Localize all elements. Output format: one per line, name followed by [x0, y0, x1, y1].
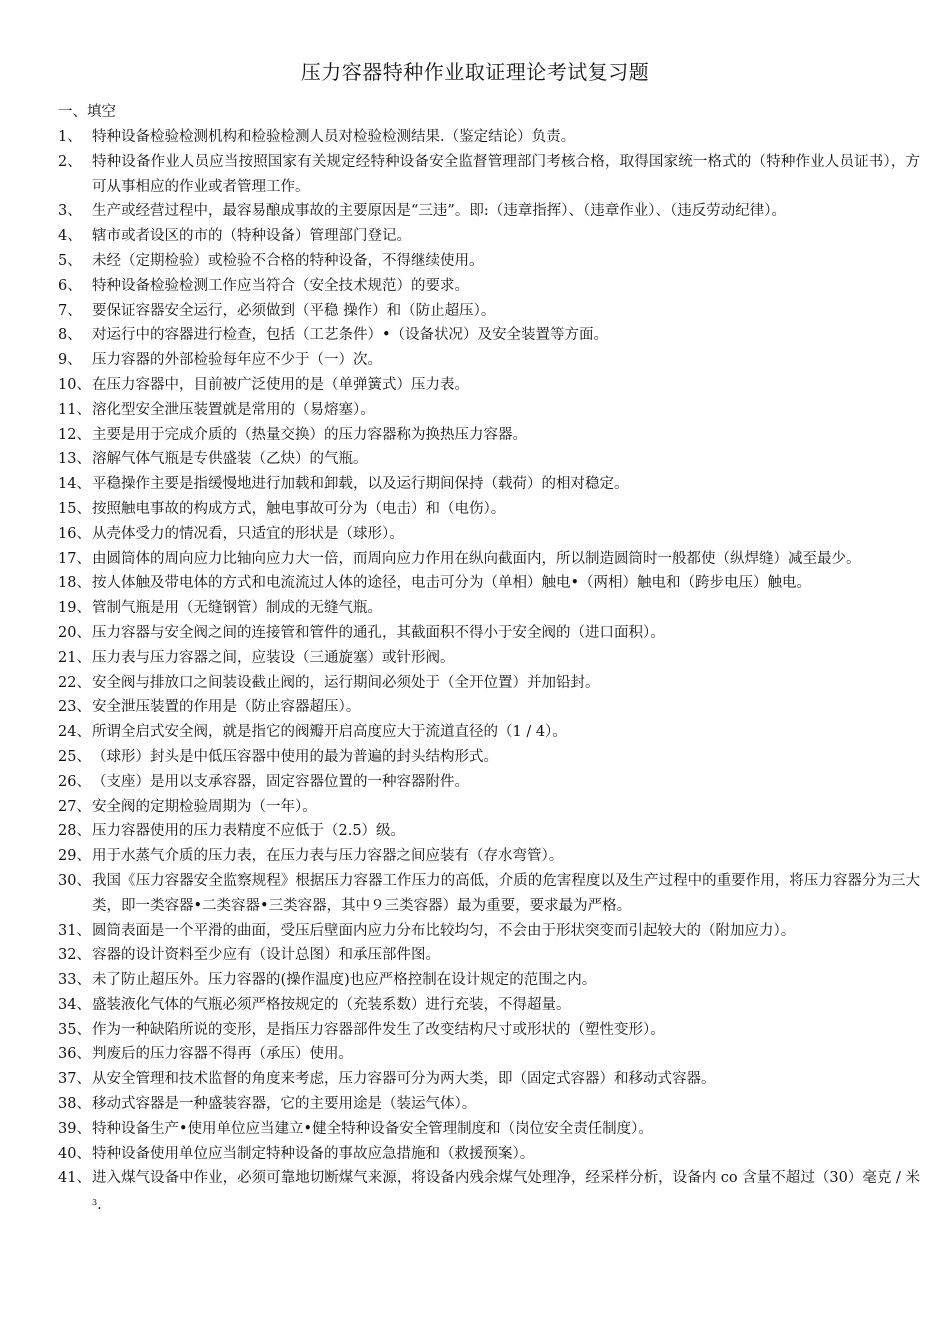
- item-number: 32、: [58, 947, 91, 964]
- unit-superscript: 3: [92, 1198, 98, 1208]
- list-item: [58, 621, 920, 646]
- item-text-main: 特种设备使用单位应当制定特种设备的事故应急措施和（救援预案）。: [92, 1145, 535, 1162]
- list-item: [58, 745, 920, 770]
- item-number: 14、: [58, 476, 91, 493]
- list-item: [58, 323, 920, 348]
- item-text-main: 管制气瓶是用（无缝钢管）制成的无缝气瓶。: [92, 600, 382, 617]
- item-text-main: 生产或经营过程中，最容易酿成事故的主要原因是“三违”。即:（违章指挥）、（违章作业）、（违反劳动纪律）。: [92, 203, 786, 220]
- item-text-main: 从安全管理和技术监督的角度来考虑，压力容器可分为两大类，即（固定式容器）和移动式容器。: [92, 1071, 716, 1088]
- item-number: 7、: [58, 302, 82, 319]
- item-text: [92, 373, 920, 398]
- item-number: 26、: [58, 773, 91, 790]
- list-item: [58, 1092, 920, 1117]
- item-text: [92, 323, 920, 348]
- item-text: [92, 795, 920, 820]
- list-item: [58, 125, 920, 150]
- item-number: 34、: [58, 996, 91, 1013]
- item-text-main: 由圆筒体的周向应力比轴向应力大一倍，而周向应力作用在纵向截面内，所以制造圆筒时一般都使（纵焊缝）减至最少。: [92, 550, 861, 567]
- item-text: [92, 224, 920, 249]
- item-text-main: 压力容器与安全阀之间的连接管和管件的通孔，其截面积不得小于安全阀的（进口面积）。: [92, 624, 665, 641]
- list-item: [58, 795, 920, 820]
- document-title: 压力容器特种作业取证理论考试复习题: [300, 60, 650, 84]
- item-text-tail: .: [97, 1197, 102, 1214]
- item-text: [92, 671, 920, 696]
- item-number: 5、: [58, 252, 82, 269]
- item-number: 29、: [58, 848, 91, 865]
- item-text: [92, 547, 920, 572]
- list-item: [58, 423, 920, 448]
- item-text-main: 主要是用于完成介质的（热量交换）的压力容器称为换热压力容器。: [92, 426, 527, 443]
- item-text: [92, 869, 920, 919]
- list-item: [58, 919, 920, 944]
- item-text: [92, 844, 920, 869]
- item-text-main: 判废后的压力容器不得再（承压）使用。: [92, 1046, 353, 1063]
- item-text-main: 未了防止超压外。压力容器的(操作温度)也应严格控制在设计规定的范围之内。: [92, 972, 597, 989]
- item-number: 28、: [58, 823, 91, 840]
- item-number: 6、: [58, 277, 82, 294]
- item-number: 36、: [58, 1046, 91, 1063]
- item-number: 21、: [58, 649, 91, 666]
- item-text-main: 盛装液化气体的气瓶必须严格按规定的（充装系数）进行充装，不得超量。: [92, 996, 571, 1013]
- item-text-main: 作为一种缺陷所说的变形，是指压力容器部件发生了改变结构尺寸或形状的（塑性变形）。: [92, 1021, 665, 1038]
- item-text: [92, 150, 920, 200]
- item-number: 23、: [58, 699, 91, 716]
- list-item: [58, 522, 920, 547]
- item-text-main: 安全阀与排放口之间装设截止阀的，运行期间必须处于（全开位置）并加铅封。: [92, 674, 600, 691]
- item-number: 8、: [58, 327, 82, 344]
- item-number: 11、: [58, 401, 91, 418]
- item-number: 24、: [58, 724, 91, 741]
- list-item: [58, 844, 920, 869]
- item-text-main: 在压力容器中，目前被广泛使用的是（单弹簧式）压力表。: [92, 376, 469, 393]
- item-text-main: 安全泄压装置的作用是（防止容器超压）。: [92, 699, 361, 716]
- item-text: [92, 695, 920, 720]
- item-text: [92, 522, 920, 547]
- item-number: 19、: [58, 600, 91, 617]
- item-number: 9、: [58, 352, 82, 369]
- item-number: 30、: [58, 872, 91, 889]
- item-number: 10、: [58, 376, 91, 393]
- list-item: [58, 497, 920, 522]
- item-text: [92, 943, 920, 968]
- list-item: [58, 993, 920, 1018]
- list-item: [58, 646, 920, 671]
- item-number: 16、: [58, 525, 91, 542]
- item-text: [92, 447, 920, 472]
- item-text-main: 我国《压力容器安全监察规程》根据压力容器工作压力的高低，介质的危害程度以及生产过程中的重要作用，将压力容器分为三大类，即一类容器•二类容器•三类容器，其中９三类容器）最为重要，要求最为严格。: [92, 872, 920, 914]
- item-text: [92, 497, 920, 522]
- item-text: [92, 596, 920, 621]
- item-text: [92, 274, 920, 299]
- item-number: 22、: [58, 674, 91, 691]
- item-text-main: 特种设备检验检测工作应当符合（安全技术规范）的要求。: [92, 277, 469, 294]
- list-item: [58, 373, 920, 398]
- item-text-main: 平稳操作主要是指缓慢地进行加载和卸载，以及运行期间保持（载荷）的相对稳定。: [92, 476, 629, 493]
- item-text-main: 对运行中的容器进行检查，包括（工艺条件）•（设备状况）及安全装置等方面。: [92, 327, 609, 344]
- item-text: [92, 571, 920, 596]
- item-number: 1、: [58, 129, 82, 145]
- list-item: [58, 249, 920, 274]
- item-text: [92, 646, 920, 671]
- item-text-main: （支座）是用以支承容器，固定容器位置的一种容器附件。: [92, 773, 469, 790]
- item-text: [92, 299, 920, 324]
- item-number: 27、: [58, 798, 91, 815]
- item-text: [92, 1117, 920, 1142]
- list-item: [58, 299, 920, 324]
- item-text-main: 移动式容器是一种盛装容器，它的主要用途是（装运气体）。: [92, 1096, 477, 1113]
- item-text-main: 压力表与压力容器之间，应装设（三通旋塞）或针形阀。: [92, 649, 455, 666]
- item-text-main: 安全阀的定期检验周期为（一年）。: [92, 798, 317, 815]
- section-heading: 一、填空: [58, 104, 116, 120]
- list-item: [58, 720, 920, 745]
- item-text: [92, 919, 920, 944]
- item-text-main: 特种设备检验检测机构和检验检测人员对检验检测结果.（鉴定结论）负责。: [92, 129, 576, 145]
- item-number: 40、: [58, 1145, 91, 1162]
- list-item: [58, 1142, 920, 1167]
- item-number: 18、: [58, 575, 91, 592]
- item-text: [92, 770, 920, 795]
- list-item: [58, 1067, 920, 1092]
- item-number: 13、: [58, 451, 91, 468]
- item-text: [92, 720, 920, 745]
- list-item: [58, 943, 920, 968]
- item-text: [92, 968, 920, 993]
- item-number: 20、: [58, 624, 91, 641]
- item-text-main: 用于水蒸气介质的压力表，在压力表与压力容器之间应装有（存水弯管）。: [92, 848, 564, 865]
- item-number: 17、: [58, 550, 91, 567]
- item-text: [92, 819, 920, 844]
- list-item: [58, 571, 920, 596]
- item-text-main: （球形）封头是中低压容器中使用的最为普遍的封头结构形式。: [92, 748, 498, 765]
- item-text-main: 按人体触及带电体的方式和电流流过人体的途径，电击可分为（单相）触电•（两相）触电和（跨步电压）触电。: [92, 575, 812, 592]
- list-item: [58, 596, 920, 621]
- item-text: [92, 621, 920, 646]
- item-number: 38、: [58, 1096, 91, 1113]
- item-text: [92, 1166, 920, 1218]
- item-text: [92, 125, 920, 150]
- item-text-main: 溶化型安全泄压装置就是常用的（易熔塞）。: [92, 401, 375, 418]
- item-number: 12、: [58, 426, 91, 443]
- item-text: [92, 993, 920, 1018]
- list-item: [58, 695, 920, 720]
- item-number: 31、: [58, 922, 91, 939]
- item-text-main: 溶解气体气瓶是专供盛装（乙炔）的气瓶。: [92, 451, 368, 468]
- item-text: [92, 249, 920, 274]
- item-text-main: 辖市或者设区的市的（特种设备）管理部门登记。: [92, 228, 411, 245]
- list-item: [58, 348, 920, 373]
- item-text: [92, 472, 920, 497]
- item-text-main: 按照触电事故的构成方式，触电事故可分为（电击）和（电伤）。: [92, 500, 506, 517]
- item-number: 3、: [58, 203, 82, 220]
- item-number: 15、: [58, 500, 91, 517]
- item-text: [92, 199, 920, 224]
- item-text: [92, 1142, 920, 1167]
- item-text-main: 压力容器使用的压力表精度不应低于（2.5）级。: [92, 823, 406, 840]
- list-item: [58, 1018, 920, 1043]
- item-text: [92, 348, 920, 373]
- item-text-main: 所谓全启式安全阀，就是指它的阀瓣开启高度应大于流道直径的（1 / 4）。: [92, 724, 567, 741]
- item-text-main: 要保证容器安全运行，必须做到（平稳 操作）和（防止超压）。: [92, 302, 496, 319]
- list-item: [58, 1042, 920, 1067]
- item-text-main: 未经（定期检验）或检验不合格的特种设备，不得继续使用。: [92, 252, 484, 269]
- item-number: 37、: [58, 1071, 91, 1088]
- item-text: [92, 1092, 920, 1117]
- list-item: [58, 1166, 920, 1218]
- item-text: [92, 1042, 920, 1067]
- list-item: [58, 869, 920, 919]
- item-text-main: 特种设备生产•使用单位应当建立•健全特种设备安全管理制度和（岗位安全责任制度）。: [92, 1120, 653, 1137]
- item-number: 33、: [58, 972, 91, 989]
- list-item: [58, 472, 920, 497]
- list-item: [58, 968, 920, 993]
- item-number: 2、: [58, 153, 82, 170]
- item-text: [92, 423, 920, 448]
- item-text: [92, 398, 920, 423]
- item-text-main: 特种设备作业人员应当按照国家有关规定经特种设备安全监督管理部门考核合格，取得国家统一格式的（特种作业人员证书），方可从事相应的作业或者管理工作。: [92, 153, 920, 195]
- list-item: [58, 398, 920, 423]
- list-item: [58, 199, 920, 224]
- item-text: [92, 745, 920, 770]
- item-number: 4、: [58, 228, 82, 245]
- list-item: [58, 770, 920, 795]
- list-item: [58, 819, 920, 844]
- item-number: 35、: [58, 1021, 91, 1038]
- item-number: 39、: [58, 1120, 91, 1137]
- item-text-main: 从壳体受力的情况看，只适宜的形状是（球形）。: [92, 525, 404, 542]
- item-text-main: 压力容器的外部检验每年应不少于（一）次。: [92, 352, 382, 369]
- item-number: 25、: [58, 748, 91, 765]
- question-list: [58, 125, 920, 1218]
- list-item: [58, 547, 920, 572]
- item-text-main: 进入煤气设备中作业，必须可靠地切断煤气来源，将设备内残余煤气处理净，经采样分析，设备内 co 含量不超过（30）毫克 / 米: [92, 1170, 920, 1187]
- item-number: 41、: [58, 1170, 91, 1187]
- list-item: [58, 1117, 920, 1142]
- item-text: [92, 1067, 920, 1092]
- list-item: [58, 447, 920, 472]
- list-item: [58, 224, 920, 249]
- item-text-main: 圆筒表面是一个平滑的曲面，受压后壁面内应力分布比较均匀，不会由于形状突变而引起较大的（附加应力）。: [92, 922, 796, 939]
- item-text: [92, 1018, 920, 1043]
- item-text-main: 容器的设计资料至少应有（设计总图）和承压部件图。: [92, 947, 440, 964]
- list-item: [58, 274, 920, 299]
- list-item: [58, 671, 920, 696]
- list-item: [58, 150, 920, 200]
